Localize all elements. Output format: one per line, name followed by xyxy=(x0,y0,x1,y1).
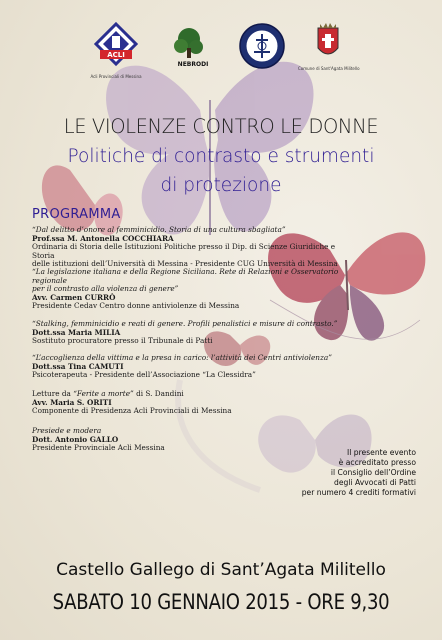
subtitle-line-1: Politiche di contrasto e strumenti xyxy=(67,146,375,167)
speaker-name: Avv. Carmen CURRÒ xyxy=(32,292,116,302)
reading-prefix: Letture da xyxy=(32,389,74,398)
speaker-role: Sostituto procuratore presso il Tribunale di Patti xyxy=(32,336,213,346)
acli-label: ACLI xyxy=(107,51,125,59)
seal-logo xyxy=(236,22,288,74)
programma-heading: PROGRAMMA xyxy=(32,207,121,222)
talk-title-cont: per il contrasto alla violenza di genere” xyxy=(32,284,179,294)
talk-title: “L’accoglienza della vittima e la presa in carico: l’attività dei Centri antiviolenza” xyxy=(32,353,332,362)
speaker-role: delle istituzioni dell’Università di Messina - Presidente CUG Università di Messina xyxy=(32,259,338,269)
talk-title: “Dal delitto d’onore al femminicidio. Storia di una cultura sbagliata” xyxy=(32,225,286,234)
accreditation-note xyxy=(236,448,416,498)
program-item-2 xyxy=(32,268,352,311)
speaker-role: Ordinaria di Storia delle Istituzioni Politiche presso il Dip. di Scienze Giuridiche e Storia xyxy=(32,242,336,260)
speaker-role: Presidente Cedav Centro donne antiviolenze di Messina xyxy=(32,301,240,311)
seal-emblem-icon xyxy=(238,22,286,70)
comune-logo xyxy=(298,20,358,71)
program-item-1 xyxy=(32,226,352,269)
tree-icon xyxy=(171,26,211,70)
accreditation-line: degli Avvocati di Patti xyxy=(334,478,416,487)
nebrodi-logo xyxy=(166,26,216,74)
venue: Castello Gallego di Sant’Agata Militello xyxy=(56,560,386,580)
accreditation-line: per numero 4 crediti formativi xyxy=(301,488,416,497)
program-item-3 xyxy=(32,320,352,346)
speaker-role: Presidente Provinciale Acli Messina xyxy=(32,443,165,453)
talk-title: “La legislazione italiana e della Regione Siciliana. Rete di Relazioni e Osservatorio regionale xyxy=(32,267,339,285)
acli-emblem-icon xyxy=(94,22,138,70)
moderator-label: Presiede e modera xyxy=(32,426,102,435)
acli-logo xyxy=(86,22,146,79)
program-item-5 xyxy=(32,390,352,416)
coat-of-arms-icon xyxy=(313,20,343,62)
reading-title: “Ferite a morte” xyxy=(73,389,134,398)
reading-suffix: di S. Dandini xyxy=(133,389,184,398)
speaker-name: Prof.ssa M. Antonella COCCHIARA xyxy=(32,233,174,243)
acli-caption: Acli Provinciali di Messina xyxy=(90,74,142,79)
speaker-role: Psicoterapeuta - Presidente dell’Associazione “La Clessidra” xyxy=(32,370,256,380)
speaker-name: Dott.ssa Tina CAMUTI xyxy=(32,361,124,371)
accreditation-line: il Consiglio dell’Ordine xyxy=(330,468,416,477)
accreditation-line: Il presente evento xyxy=(347,448,416,457)
speaker-name: Avv. Maria S. ORITI xyxy=(32,397,112,407)
nebrodi-label: NEBRODI xyxy=(177,61,209,68)
speaker-name: Dott.ssa Maria MILIA xyxy=(32,327,121,337)
accreditation-line: è accreditato presso xyxy=(338,458,416,467)
comune-caption: Comune di Sant'Agata Militello xyxy=(298,66,360,71)
talk-title: “Stalking, femminicidio e reati di genere. Profili penalistici e misure di contrasto.” xyxy=(32,319,338,328)
event-date: SABATO 10 GENNAIO 2015 - ORE 9,30 xyxy=(52,590,390,614)
speaker-role: Componente di Presidenza Acli Provinciali di Messina xyxy=(32,406,232,416)
subtitle-line-2: di protezione xyxy=(160,175,282,196)
main-title: LE VIOLENZE CONTRO LE DONNE xyxy=(63,115,379,138)
speaker-name: Dott. Antonio GALLO xyxy=(32,434,119,444)
program-item-4 xyxy=(32,354,352,380)
